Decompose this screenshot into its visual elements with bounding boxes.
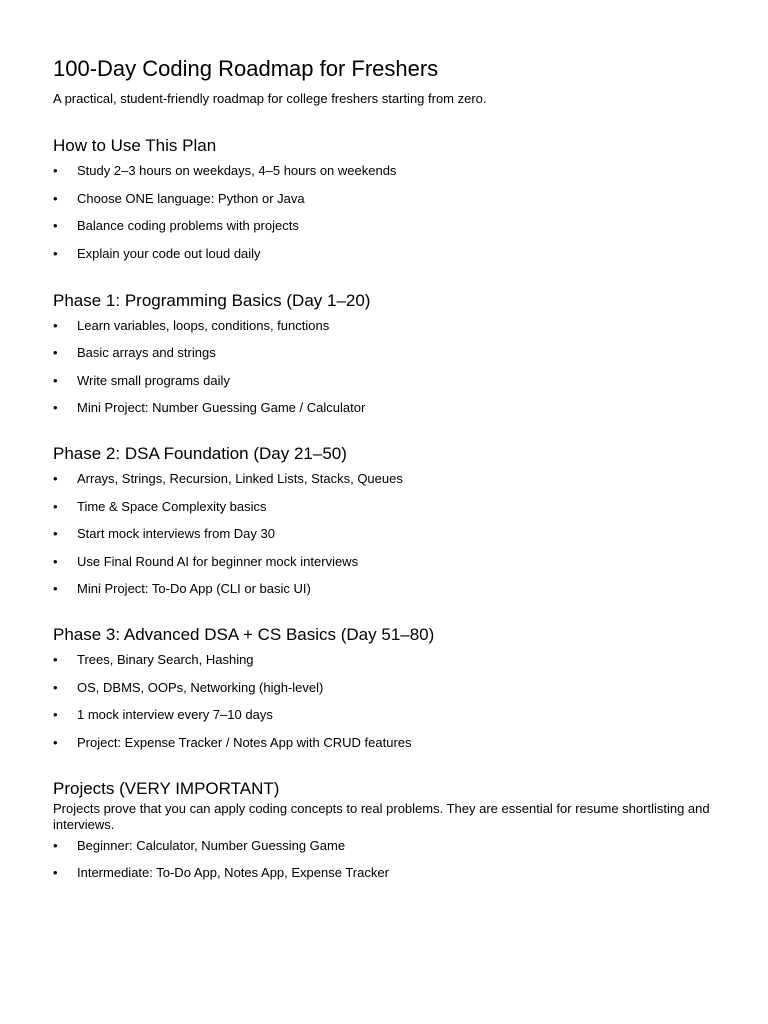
list-item bbox=[53, 190, 723, 207]
bullet-icon: • bbox=[53, 837, 58, 853]
bullet-icon: • bbox=[53, 163, 58, 178]
section-heading: How to Use This Plan bbox=[53, 136, 217, 155]
bullet-icon: • bbox=[53, 526, 58, 541]
bullet-icon: • bbox=[53, 345, 58, 360]
list-item-text: Basic arrays and strings bbox=[77, 345, 216, 360]
list-item bbox=[53, 837, 723, 854]
section-heading: Projects (VERY IMPORTANT) bbox=[53, 778, 280, 798]
list-item-text: Arrays, Strings, Recursion, Linked Lists, Stacks, Queues bbox=[77, 471, 403, 486]
list-item bbox=[53, 498, 723, 515]
list-item bbox=[53, 553, 723, 570]
list-item-text: Use Final Round AI for beginner mock interviews bbox=[77, 553, 359, 569]
bullet-icon: • bbox=[53, 317, 58, 333]
section-heading: Phase 1: Programming Basics (Day 1–20) bbox=[53, 290, 371, 310]
list-item-text: Mini Project: Number Guessing Game / Calculator bbox=[77, 400, 366, 415]
list-item bbox=[53, 864, 723, 881]
section-heading: Phase 2: DSA Foundation (Day 21–50) bbox=[53, 444, 347, 463]
section-phase-1 bbox=[53, 290, 723, 417]
list-item bbox=[53, 706, 723, 723]
list-item-text: Start mock interviews from Day 30 bbox=[77, 526, 275, 541]
section-heading: Phase 3: Advanced DSA + CS Basics (Day 51–80) bbox=[53, 625, 435, 644]
list-item-text: Project: Expense Tracker / Notes App with CRUD features bbox=[77, 734, 412, 750]
bullet-icon: • bbox=[53, 679, 58, 695]
document-subtitle: A practical, student-friendly roadmap for college freshers starting from zero. bbox=[53, 91, 487, 106]
list-item-text: Beginner: Calculator, Number Guessing Game bbox=[77, 837, 346, 853]
list-item bbox=[53, 399, 723, 416]
list-item-text: Mini Project: To-Do App (CLI or basic UI) bbox=[77, 581, 311, 596]
document-title: 100-Day Coding Roadmap for Freshers bbox=[53, 56, 439, 81]
list-item bbox=[53, 734, 723, 751]
list-item bbox=[53, 317, 723, 334]
section-phase-3 bbox=[53, 624, 723, 751]
list-item bbox=[53, 372, 723, 389]
section-how-to-use bbox=[53, 135, 723, 262]
list-item bbox=[53, 470, 723, 487]
bullet-list bbox=[53, 651, 723, 751]
list-item bbox=[53, 525, 723, 542]
bullet-icon: • bbox=[53, 498, 58, 514]
list-item bbox=[53, 651, 723, 668]
bullet-icon: • bbox=[53, 707, 58, 722]
list-item-text: Explain your code out loud daily bbox=[77, 245, 261, 261]
bullet-icon: • bbox=[53, 652, 58, 667]
bullet-icon: • bbox=[53, 471, 58, 486]
list-item-text: Learn variables, loops, conditions, functions bbox=[77, 317, 330, 333]
bullet-list bbox=[53, 470, 723, 597]
section-projects bbox=[53, 778, 723, 882]
list-item bbox=[53, 217, 723, 234]
list-item bbox=[53, 162, 723, 179]
bullet-list bbox=[53, 837, 723, 882]
bullet-icon: • bbox=[53, 218, 58, 233]
bullet-icon: • bbox=[53, 553, 58, 569]
bullet-icon: • bbox=[53, 400, 58, 415]
list-item-text: 1 mock interview every 7–10 days bbox=[77, 707, 273, 722]
section-intro: Projects prove that you can apply coding concepts to real problems. They are essential for resume shortlisting and interviews. bbox=[53, 800, 710, 832]
list-item-text: Time & Space Complexity basics bbox=[77, 498, 267, 514]
bullet-icon: • bbox=[53, 190, 58, 206]
section-phase-2 bbox=[53, 443, 723, 597]
list-item-text: OS, DBMS, OOPs, Networking (high-level) bbox=[77, 679, 324, 695]
list-item bbox=[53, 344, 723, 361]
bullet-icon: • bbox=[53, 734, 58, 750]
bullet-list bbox=[53, 162, 723, 262]
list-item bbox=[53, 580, 723, 597]
list-item-text: Intermediate: To-Do App, Notes App, Expense Tracker bbox=[77, 865, 389, 880]
bullet-list bbox=[53, 317, 723, 417]
bullet-icon: • bbox=[53, 245, 58, 261]
document-page bbox=[53, 54, 723, 881]
list-item-text: Choose ONE language: Python or Java bbox=[77, 190, 305, 206]
list-item-text: Balance coding problems with projects bbox=[77, 218, 299, 233]
list-item-text: Write small programs daily bbox=[77, 372, 230, 388]
bullet-icon: • bbox=[53, 581, 58, 596]
list-item-text: Study 2–3 hours on weekdays, 4–5 hours on weekends bbox=[77, 163, 397, 178]
bullet-icon: • bbox=[53, 372, 58, 388]
list-item-text: Trees, Binary Search, Hashing bbox=[77, 652, 254, 667]
list-item bbox=[53, 245, 723, 262]
bullet-icon: • bbox=[53, 865, 58, 880]
list-item bbox=[53, 679, 723, 696]
